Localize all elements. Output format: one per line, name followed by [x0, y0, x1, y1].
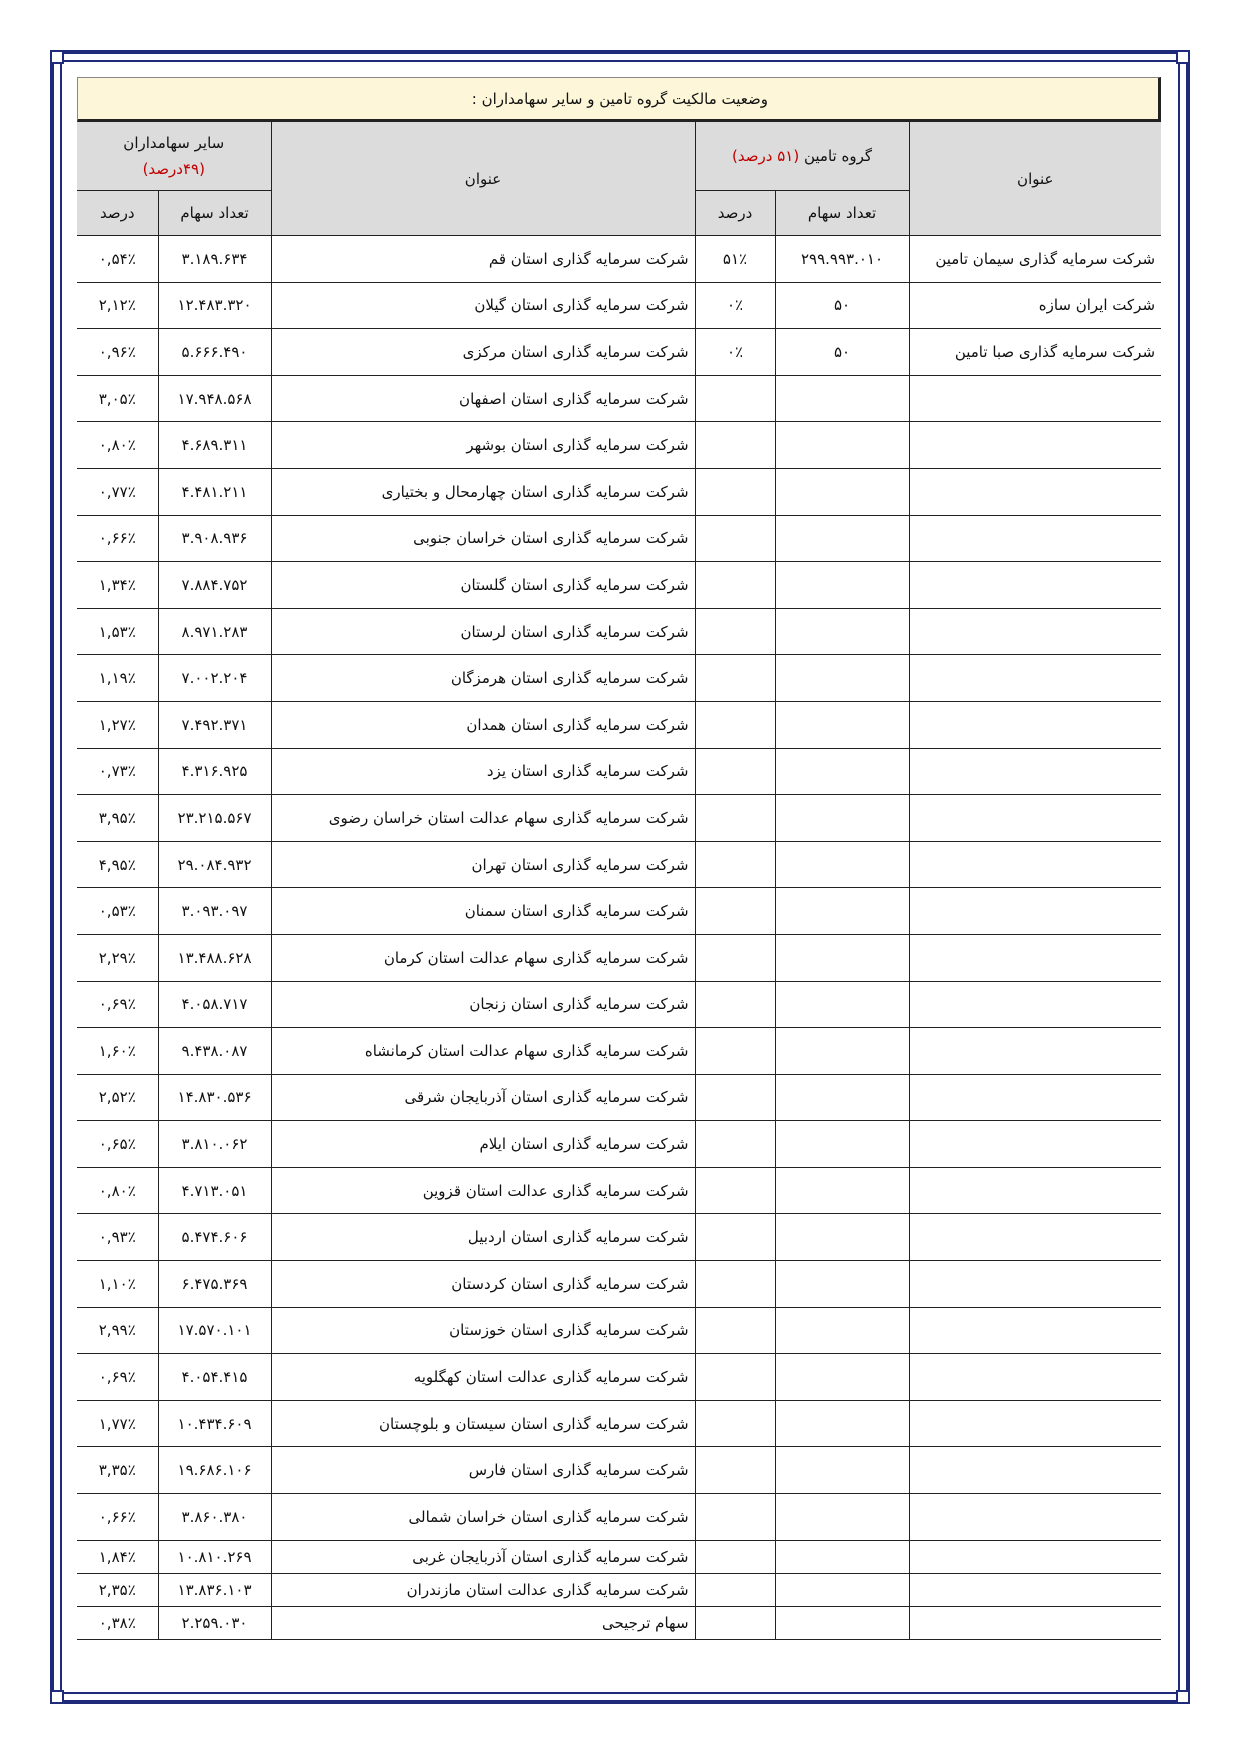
tamin-shares-cell [775, 701, 909, 748]
other-percent-cell: ۰,۶۹٪ [77, 981, 158, 1028]
other-percent-cell: ۱,۶۰٪ [77, 1028, 158, 1075]
other-name-cell: شرکت سرمایه گذاری استان خراسان شمالی [271, 1494, 695, 1541]
other-name-cell: شرکت سرمایه گذاری استان زنجان [271, 981, 695, 1028]
tamin-shares-cell: ۲۹۹.۹۹۳.۰۱۰ [775, 236, 909, 283]
tamin-shares-cell [775, 748, 909, 795]
tamin-group-label: گروه تامین [803, 147, 872, 165]
other-name-cell: شرکت سرمایه گذاری استان یزد [271, 748, 695, 795]
tamin-name-cell [909, 1540, 1161, 1573]
tamin-percent-cell: ۰٪ [695, 329, 775, 376]
other-name-cell: شرکت سرمایه گذاری عدالت استان قزوین [271, 1167, 695, 1214]
tamin-shares-cell [775, 795, 909, 842]
tamin-percent-cell [695, 1261, 775, 1308]
other-name-cell: شرکت سرمایه گذاری استان سمنان [271, 888, 695, 935]
table-row [77, 1167, 1161, 1214]
other-shares-cell: ۷.۰۰۲.۲۰۴ [158, 655, 271, 702]
tamin-name-cell [909, 468, 1161, 515]
tamin-name-cell: شرکت سرمایه گذاری سیمان تامین [909, 236, 1161, 283]
other-name-cell: شرکت سرمایه گذاری استان آذربایجان غربی [271, 1540, 695, 1573]
table-row [77, 1261, 1161, 1308]
tamin-shares-cell [775, 1028, 909, 1075]
tamin-percent-cell [695, 1074, 775, 1121]
other-name-cell: شرکت سرمایه گذاری استان فارس [271, 1447, 695, 1494]
tamin-shares-cell [775, 1074, 909, 1121]
tamin-name-cell [909, 1307, 1161, 1354]
table-row [77, 375, 1161, 422]
tamin-name-cell [909, 1400, 1161, 1447]
tamin-name-cell [909, 375, 1161, 422]
tamin-percent-cell [695, 1167, 775, 1214]
other-percent-cell: ۰,۳۸٪ [77, 1606, 158, 1639]
tamin-name-cell [909, 1261, 1161, 1308]
tamin-percent-cell [695, 1447, 775, 1494]
other-percent-cell: ۲,۱۲٪ [77, 282, 158, 329]
other-shares-cell: ۱۳.۴۸۸.۶۲۸ [158, 934, 271, 981]
other-name-cell: شرکت سرمایه گذاری سهام عدالت استان کرمان [271, 934, 695, 981]
tamin-name-cell [909, 562, 1161, 609]
others-group-percent: (۴۹درصد) [142, 160, 205, 178]
other-shares-cell: ۱۰.۸۱۰.۲۶۹ [158, 1540, 271, 1573]
corner-ornament [1176, 1690, 1190, 1704]
tamin-name-cell [909, 1074, 1161, 1121]
table-row [77, 1354, 1161, 1401]
tamin-shares-cell: ۵۰ [775, 329, 909, 376]
tamin-title-header: عنوان [909, 122, 1161, 236]
tamin-percent-cell [695, 1573, 775, 1606]
other-shares-cell: ۸.۹۷۱.۲۸۳ [158, 608, 271, 655]
other-percent-cell: ۰,۵۳٪ [77, 888, 158, 935]
tamin-percent-cell: ۵۱٪ [695, 236, 775, 283]
tamin-percent-cell [695, 608, 775, 655]
tamin-shares-cell [775, 1447, 909, 1494]
table-row [77, 795, 1161, 842]
other-name-cell: شرکت سرمایه گذاری استان هرمزگان [271, 655, 695, 702]
tamin-name-cell [909, 1494, 1161, 1541]
other-percent-cell: ۱,۸۴٪ [77, 1540, 158, 1573]
tamin-percent-cell [695, 1121, 775, 1168]
other-shares-cell: ۳.۱۸۹.۶۳۴ [158, 236, 271, 283]
other-percent-cell: ۲,۹۹٪ [77, 1307, 158, 1354]
tamin-shares-cell [775, 515, 909, 562]
other-percent-cell: ۱,۲۷٪ [77, 701, 158, 748]
table-row [77, 981, 1161, 1028]
tamin-percent-cell: ۰٪ [695, 282, 775, 329]
tamin-name-cell [909, 795, 1161, 842]
other-name-cell: شرکت سرمایه گذاری استان مرکزی [271, 329, 695, 376]
other-name-cell: شرکت سرمایه گذاری استان آذربایجان شرقی [271, 1074, 695, 1121]
other-percent-cell: ۰,۶۶٪ [77, 1494, 158, 1541]
other-percent-cell: ۰,۹۶٪ [77, 329, 158, 376]
other-percent-cell: ۰,۷۷٪ [77, 468, 158, 515]
other-percent-cell: ۱,۷۷٪ [77, 1400, 158, 1447]
other-name-cell: شرکت سرمایه گذاری استان سیستان و بلوچستان [271, 1400, 695, 1447]
tamin-percent-cell [695, 981, 775, 1028]
table-row [77, 701, 1161, 748]
other-shares-cell: ۱۷.۹۴۸.۵۶۸ [158, 375, 271, 422]
other-shares-cell: ۱۹.۶۸۶.۱۰۶ [158, 1447, 271, 1494]
tamin-name-cell [909, 841, 1161, 888]
tamin-shares-cell [775, 1606, 909, 1639]
other-percent-cell: ۱,۳۴٪ [77, 562, 158, 609]
table-row [77, 1400, 1161, 1447]
other-shares-cell: ۲.۲۵۹.۰۳۰ [158, 1606, 271, 1639]
other-name-cell: شرکت سرمایه گذاری سهام عدالت استان خراسان رضوی [271, 795, 695, 842]
other-percent-cell: ۰,۹۳٪ [77, 1214, 158, 1261]
table-row [77, 1074, 1161, 1121]
other-name-cell: شرکت سرمایه گذاری استان لرستان [271, 608, 695, 655]
tamin-name-cell: شرکت سرمایه گذاری صبا تامین [909, 329, 1161, 376]
tamin-name-cell: شرکت ایران سازه [909, 282, 1161, 329]
table-row [77, 468, 1161, 515]
table-row [77, 1028, 1161, 1075]
tamin-group-header [695, 122, 909, 191]
others-group-label: سایر سهامداران [123, 134, 225, 152]
tamin-percent-cell [695, 375, 775, 422]
other-percent-cell: ۰,۷۳٪ [77, 748, 158, 795]
other-percent-cell: ۴,۹۵٪ [77, 841, 158, 888]
other-percent-cell: ۱,۱۰٪ [77, 1261, 158, 1308]
tamin-name-cell [909, 1573, 1161, 1606]
tamin-percent-cell [695, 1214, 775, 1261]
other-percent-cell: ۳,۳۵٪ [77, 1447, 158, 1494]
other-shares-cell: ۹.۴۳۸.۰۸۷ [158, 1028, 271, 1075]
other-shares-cell: ۱۳.۸۳۶.۱۰۳ [158, 1573, 271, 1606]
table-row [77, 1494, 1161, 1541]
tamin-name-cell [909, 655, 1161, 702]
tamin-name-cell [909, 934, 1161, 981]
tamin-percent-cell [695, 1028, 775, 1075]
other-shares-cell: ۴.۰۵۴.۴۱۵ [158, 1354, 271, 1401]
table-row [77, 934, 1161, 981]
tamin-shares-cell [775, 1540, 909, 1573]
tamin-percent-header: درصد [695, 191, 775, 236]
tamin-percent-cell [695, 1400, 775, 1447]
tamin-shares-cell [775, 1573, 909, 1606]
other-name-cell: شرکت سرمایه گذاری عدالت استان مازندران [271, 1573, 695, 1606]
others-shares-header: تعداد سهام [158, 191, 271, 236]
table-row [77, 1606, 1161, 1639]
table-row [77, 515, 1161, 562]
tamin-shares-cell [775, 655, 909, 702]
other-shares-cell: ۵.۶۶۶.۴۹۰ [158, 329, 271, 376]
ownership-table [77, 122, 1161, 1640]
other-name-cell: شرکت سرمایه گذاری استان گلستان [271, 562, 695, 609]
tamin-name-cell [909, 981, 1161, 1028]
other-percent-cell: ۲,۲۹٪ [77, 934, 158, 981]
tamin-shares-cell [775, 468, 909, 515]
tamin-percent-cell [695, 841, 775, 888]
tamin-name-cell [909, 701, 1161, 748]
other-name-cell: شرکت سرمایه گذاری استان خراسان جنوبی [271, 515, 695, 562]
other-percent-cell: ۲,۳۵٪ [77, 1573, 158, 1606]
other-name-cell: شرکت سرمایه گذاری استان بوشهر [271, 422, 695, 469]
other-percent-cell: ۰,۸۰٪ [77, 1167, 158, 1214]
table-row [77, 1447, 1161, 1494]
other-shares-cell: ۳.۸۶۰.۳۸۰ [158, 1494, 271, 1541]
other-shares-cell: ۴.۴۸۱.۲۱۱ [158, 468, 271, 515]
tamin-percent-cell [695, 748, 775, 795]
other-name-cell: شرکت سرمایه گذاری عدالت استان کهگلویه [271, 1354, 695, 1401]
tamin-percent-cell [695, 1606, 775, 1639]
other-shares-cell: ۶.۴۷۵.۳۶۹ [158, 1261, 271, 1308]
other-shares-cell: ۴.۰۵۸.۷۱۷ [158, 981, 271, 1028]
tamin-percent-cell [695, 1354, 775, 1401]
tamin-name-cell [909, 1447, 1161, 1494]
table-row [77, 655, 1161, 702]
other-percent-cell: ۰,۶۵٪ [77, 1121, 158, 1168]
tamin-percent-cell [695, 515, 775, 562]
tamin-name-cell [909, 608, 1161, 655]
other-shares-cell: ۱۷.۵۷۰.۱۰۱ [158, 1307, 271, 1354]
tamin-percent-cell [695, 1307, 775, 1354]
tamin-shares-cell [775, 1307, 909, 1354]
other-shares-cell: ۵.۴۷۴.۶۰۶ [158, 1214, 271, 1261]
tamin-shares-cell [775, 1354, 909, 1401]
tamin-name-cell [909, 422, 1161, 469]
tamin-shares-cell [775, 562, 909, 609]
other-name-cell: شرکت سرمایه گذاری استان خوزستان [271, 1307, 695, 1354]
table-row [77, 748, 1161, 795]
other-shares-cell: ۷.۸۸۴.۷۵۲ [158, 562, 271, 609]
other-name-cell: شرکت سرمایه گذاری استان اردبیل [271, 1214, 695, 1261]
other-shares-cell: ۴.۳۱۶.۹۲۵ [158, 748, 271, 795]
table-row [77, 1573, 1161, 1606]
tamin-shares-cell [775, 981, 909, 1028]
others-percent-header: درصد [77, 191, 158, 236]
other-percent-cell: ۳,۹۵٪ [77, 795, 158, 842]
tamin-percent-cell [695, 655, 775, 702]
other-shares-cell: ۳.۹۰۸.۹۳۶ [158, 515, 271, 562]
table-row [77, 608, 1161, 655]
tamin-shares-cell [775, 375, 909, 422]
table-row [77, 329, 1161, 376]
tamin-name-cell [909, 1606, 1161, 1639]
other-percent-cell: ۲,۵۲٪ [77, 1074, 158, 1121]
table-row [77, 236, 1161, 283]
corner-ornament [50, 50, 64, 64]
corner-ornament [1176, 50, 1190, 64]
other-percent-cell: ۳,۰۵٪ [77, 375, 158, 422]
tamin-percent-cell [695, 1540, 775, 1573]
others-title-header: عنوان [271, 122, 695, 236]
other-shares-cell: ۲۳.۲۱۵.۵۶۷ [158, 795, 271, 842]
other-shares-cell: ۳.۰۹۳.۰۹۷ [158, 888, 271, 935]
other-name-cell: شرکت سرمایه گذاری استان قم [271, 236, 695, 283]
corner-ornament [50, 1690, 64, 1704]
other-percent-cell: ۱,۵۳٪ [77, 608, 158, 655]
table-row [77, 422, 1161, 469]
other-percent-cell: ۱,۱۹٪ [77, 655, 158, 702]
tamin-shares-cell: ۵۰ [775, 282, 909, 329]
tamin-percent-cell [695, 468, 775, 515]
tamin-percent-cell [695, 701, 775, 748]
other-name-cell: شرکت سرمایه گذاری استان گیلان [271, 282, 695, 329]
tamin-name-cell [909, 1028, 1161, 1075]
other-shares-cell: ۲۹.۰۸۴.۹۳۲ [158, 841, 271, 888]
other-percent-cell: ۰,۶۶٪ [77, 515, 158, 562]
other-percent-cell: ۰,۸۰٪ [77, 422, 158, 469]
other-name-cell: شرکت سرمایه گذاری سهام عدالت استان کرمانشاه [271, 1028, 695, 1075]
table-row [77, 1121, 1161, 1168]
other-shares-cell: ۱۰.۴۳۴.۶۰۹ [158, 1400, 271, 1447]
other-percent-cell: ۰,۵۴٪ [77, 236, 158, 283]
tamin-shares-cell [775, 1494, 909, 1541]
table-row [77, 282, 1161, 329]
tamin-shares-cell [775, 934, 909, 981]
other-percent-cell: ۰,۶۹٪ [77, 1354, 158, 1401]
tamin-shares-cell [775, 608, 909, 655]
table-row [77, 562, 1161, 609]
tamin-shares-cell [775, 1214, 909, 1261]
tamin-group-percent: (۵۱ درصد) [732, 147, 800, 165]
tamin-shares-header: تعداد سهام [775, 191, 909, 236]
tamin-shares-cell [775, 841, 909, 888]
tamin-name-cell [909, 1214, 1161, 1261]
table-row [77, 1540, 1161, 1573]
other-shares-cell: ۱۴.۸۳۰.۵۳۶ [158, 1074, 271, 1121]
other-name-cell: شرکت سرمایه گذاری استان ایلام [271, 1121, 695, 1168]
tamin-percent-cell [695, 888, 775, 935]
table-row [77, 1307, 1161, 1354]
tamin-name-cell [909, 1354, 1161, 1401]
tamin-percent-cell [695, 562, 775, 609]
tamin-shares-cell [775, 1261, 909, 1308]
tamin-percent-cell [695, 1494, 775, 1541]
other-name-cell: سهام ترجیحی [271, 1606, 695, 1639]
tamin-shares-cell [775, 1167, 909, 1214]
tamin-name-cell [909, 1167, 1161, 1214]
tamin-name-cell [909, 515, 1161, 562]
other-name-cell: شرکت سرمایه گذاری استان همدان [271, 701, 695, 748]
table-row [77, 888, 1161, 935]
other-name-cell: شرکت سرمایه گذاری استان چهارمحال و بختیاری [271, 468, 695, 515]
table-row [77, 1214, 1161, 1261]
tamin-shares-cell [775, 888, 909, 935]
others-group-header [77, 122, 271, 191]
other-shares-cell: ۳.۸۱۰.۰۶۲ [158, 1121, 271, 1168]
table-row [77, 841, 1161, 888]
other-shares-cell: ۴.۶۸۹.۳۱۱ [158, 422, 271, 469]
tamin-shares-cell [775, 1121, 909, 1168]
other-shares-cell: ۴.۷۱۳.۰۵۱ [158, 1167, 271, 1214]
tamin-shares-cell [775, 1400, 909, 1447]
other-name-cell: شرکت سرمایه گذاری استان کردستان [271, 1261, 695, 1308]
tamin-name-cell [909, 888, 1161, 935]
tamin-name-cell [909, 748, 1161, 795]
section-title: وضعیت مالکیت گروه تامین و سایر سهامداران : [77, 77, 1161, 122]
other-name-cell: شرکت سرمایه گذاری استان اصفهان [271, 375, 695, 422]
tamin-shares-cell [775, 422, 909, 469]
tamin-name-cell [909, 1121, 1161, 1168]
tamin-percent-cell [695, 934, 775, 981]
other-shares-cell: ۱۲.۴۸۳.۳۲۰ [158, 282, 271, 329]
tamin-percent-cell [695, 422, 775, 469]
other-name-cell: شرکت سرمایه گذاری استان تهران [271, 841, 695, 888]
tamin-percent-cell [695, 795, 775, 842]
other-shares-cell: ۷.۴۹۲.۳۷۱ [158, 701, 271, 748]
